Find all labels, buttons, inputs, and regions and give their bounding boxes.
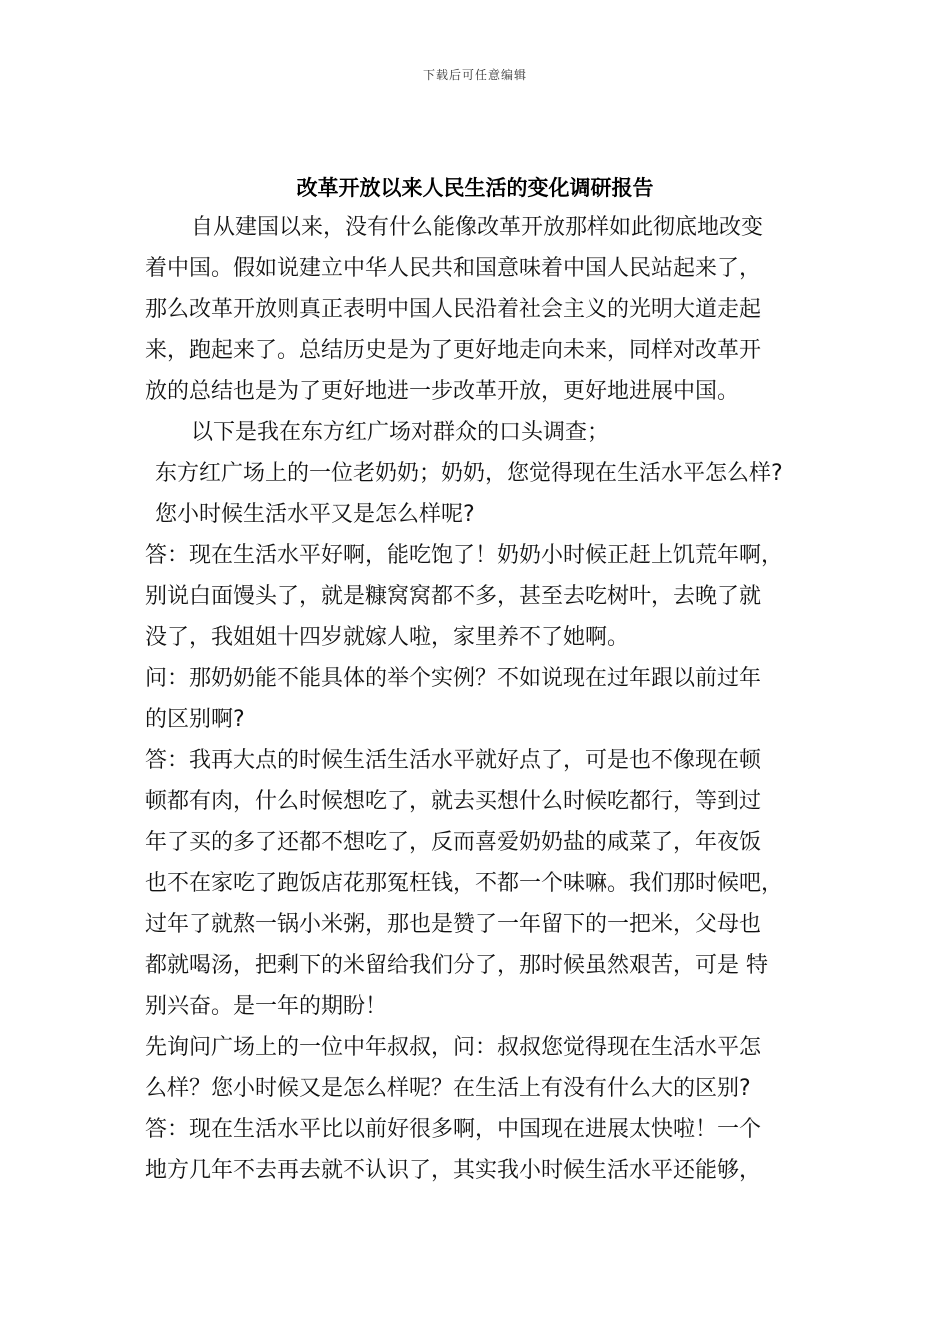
text-line: 没了，我姐姐十四岁就嫁人啦，家里养不了她啊。 xyxy=(145,625,630,650)
text-line: 问：那奶奶能不能具体的举个实例？不如说现在过年跟以前过年 xyxy=(145,666,762,691)
text-line: 别说白面馒头了，就是糠窝窝都不多，甚至去吃树叶，去晚了就 xyxy=(145,584,762,609)
text-line: 别兴奋。是一年的期盼！ xyxy=(145,994,388,1019)
text-line: 着中国。假如说建立中华人民共和国意味着中国人民站起来了， xyxy=(145,256,762,281)
text-line: 答：现在生活水平好啊，能吃饱了！奶奶小时候正赶上饥荒年啊， xyxy=(145,543,784,568)
text-line: 以下是我在东方红广场对群众的口头调查； xyxy=(191,420,610,445)
text-line: 也不在家吃了跑饭店花那冤枉钱，不都一个味嘛。我们那时候吧， xyxy=(145,871,784,896)
text-line: 您小时候生活水平又是怎么样呢? xyxy=(155,502,475,527)
text-line: 过年了就熬一锅小米粥，那也是赞了一年留下的一把米，父母也 xyxy=(145,912,762,937)
header-note: 下载后可任意编辑 xyxy=(422,68,527,82)
text-line: 都就喝汤，把剩下的米留给我们分了，那时候虽然艰苦，可是 特 xyxy=(145,953,768,978)
text-line: 顿都有肉，什么时候想吃了，就去买想什么时候吃都行，等到过 xyxy=(145,789,762,814)
text-line: 那么改革开放则真正表明中国人民沿着社会主义的光明大道走起 xyxy=(145,297,762,322)
text-line: 东方红广场上的一位老奶奶；奶奶，您觉得现在生活水平怎么样? xyxy=(155,461,783,486)
text-line: 年了买的多了还都不想吃了，反而喜爱奶奶盐的咸菜了，年夜饭 xyxy=(145,830,762,855)
text-line: 来，跑起来了。总结历史是为了更好地走向未来，同样对改革开 xyxy=(145,338,762,363)
text-line: 么样？您小时候又是怎么样呢？在生活上有没有什么大的区别? xyxy=(145,1076,751,1101)
document-title: 改革开放以来人民生活的变化调研报告 xyxy=(296,176,654,200)
text-line: 放的总结也是为了更好地进一步改革开放，更好地进展中国。 xyxy=(145,379,740,404)
text-line: 先询问广场上的一位中年叔叔，问：叔叔您觉得现在生活水平怎 xyxy=(145,1035,762,1060)
text-line: 自从建国以来，没有什么能像改革开放那样如此彻底地改变 xyxy=(191,215,764,240)
text-line: 答：现在生活水平比以前好很多啊，中国现在进展太快啦！一个 xyxy=(145,1117,762,1142)
document-body xyxy=(145,207,835,1191)
text-line: 答：我再大点的时候生活生活水平就好点了，可是也不像现在顿 xyxy=(145,748,762,773)
text-line: 地方几年不去再去就不认识了，其实我小时候生活水平还能够， xyxy=(145,1158,762,1183)
text-line: 的区别啊? xyxy=(145,707,245,732)
